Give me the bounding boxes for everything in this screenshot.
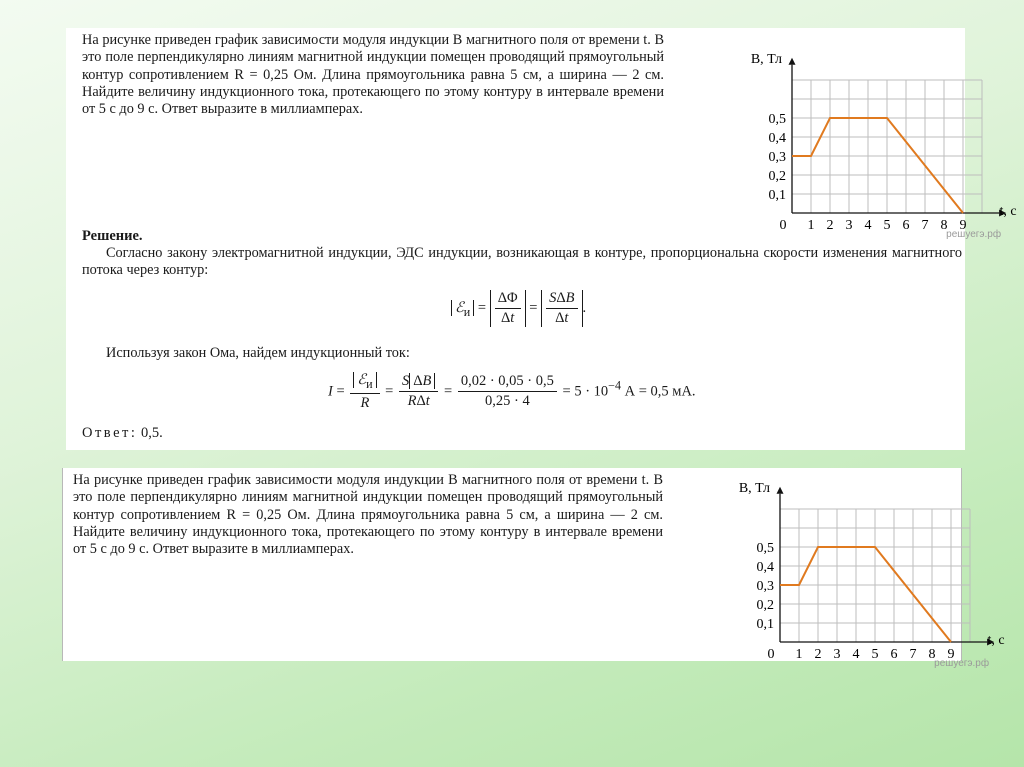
y-tick-label: 0,2 [756, 598, 774, 613]
x-tick-label: 5 [883, 218, 891, 233]
y-tick-label: 0,3 [768, 150, 786, 165]
x-tick-label: 4 [852, 647, 860, 662]
x-tick-label: 6 [890, 647, 898, 662]
x-tick-label: 1 [807, 218, 815, 233]
x-tick-label: 5 [871, 647, 879, 662]
y-tick-label: 0,4 [756, 560, 774, 575]
solution-intro: Согласно закону электромагнитной индукции, ЭДС индукции, возникающая в контуре, пропорциональна скорости изменения магнитного потока через контур: [82, 245, 962, 279]
problem-text: На рисунке приведен график зависимости модуля индукции B магнитного поля от времени t. В это поле перпендикулярно линиям магнитной индукции помещен проводящий прямоугольный контур сопротивлением R = 0,25 Ом. Длина прямоугольника равна 5 см, а ширина — 2 см. Найдите величину индукционного тока, протекающего по этому контуру в интервале времени от 5 с до 9 с. Ответ выразите в миллиамперах. [73, 472, 663, 558]
answer-line [82, 425, 163, 442]
x-tick-label: 7 [921, 218, 929, 233]
answer-label: Ответ: [82, 425, 138, 441]
current-formula: I = $\frac{ℰ_и}{R}$ = $\frac{\text{S ΔB}}{\text{RΔt}}$ = $\frac{0,02 \cdot 0,05 \cdot 0,5}{0,25 \cdot 4}$ = $5 \cdot 10^{-4}$ А = 0,5 мА. [328, 372, 696, 411]
x-tick-label: 3 [845, 218, 853, 233]
y-tick-label: 0,1 [756, 617, 774, 632]
y-axis-label: B, Тл [750, 51, 782, 67]
y-tick-label: 0,2 [768, 169, 786, 184]
watermark-text: решуегэ.рф [946, 229, 1002, 240]
x-tick-label: 2 [826, 218, 834, 233]
x-tick-label: 8 [940, 218, 948, 233]
series-line [780, 547, 951, 642]
y-axis-arrow [777, 487, 784, 494]
x-tick-label: 3 [833, 647, 841, 662]
problem-text: На рисунке приведен график зависимости модуля индукции B магнитного поля от времени t. В это поле перпендикулярно линиям магнитной индукции помещен проводящий прямоугольный контур сопротивлением R = 0,25 Ом. Длина прямоугольника равна 5 см, а ширина — 2 см. Найдите величину индукционного тока, протекающего по этому контуру в интервале времени от 5 с до 9 с. Ответ выразите в миллиамперах. [82, 32, 664, 118]
watermark-text: решуегэ.рф [934, 658, 990, 669]
x-tick-label: 0 [779, 218, 787, 233]
problem-card [62, 468, 1005, 669]
y-axis-label: B, Тл [738, 480, 770, 496]
series-line [792, 118, 963, 213]
induction-graph [672, 480, 1005, 669]
y-tick-label: 0,5 [768, 112, 786, 127]
x-tick-label: 1 [795, 647, 803, 662]
formula-exponent: −4 [608, 378, 622, 393]
y-tick-label: 0,1 [768, 188, 786, 203]
y-tick-label: 0,5 [756, 541, 774, 556]
x-axis-label: t, с [987, 633, 1005, 648]
solution-title: Решение. [82, 228, 143, 244]
x-tick-label: 4 [864, 218, 872, 233]
formula-result: = 5 · 10 [562, 383, 609, 400]
x-tick-label: 7 [909, 647, 917, 662]
x-tick-label: 9 [947, 647, 955, 662]
problem-card-with-solution [66, 28, 1017, 450]
x-tick-label: 6 [902, 218, 910, 233]
answer-value: 0,5. [137, 425, 163, 441]
y-tick-label: 0,4 [768, 131, 786, 146]
x-tick-label: 8 [928, 647, 936, 662]
formula-denominator: 0,25 · 4 [458, 391, 557, 410]
x-axis-label: t, с [999, 204, 1017, 219]
induction-graph [682, 44, 1017, 240]
x-tick-label: 2 [814, 647, 822, 662]
y-tick-label: 0,3 [756, 579, 774, 594]
x-tick-label: 9 [959, 218, 967, 233]
formula-numerator: 0,02 · 0,05 · 0,5 [460, 373, 554, 390]
y-axis-arrow [789, 58, 796, 65]
formula-result-tail: А = 0,5 мА. [621, 383, 696, 400]
emf-formula: ℰ$_и$ = $\frac{\Delta\Phi}{\Delta t}$ = $\frac{\text{SΔB}}{\Delta t}$ . [451, 290, 586, 327]
ohm-law-text: Используя закон Ома, найдем индукционный ток: [106, 345, 410, 361]
x-tick-label: 0 [767, 647, 775, 662]
